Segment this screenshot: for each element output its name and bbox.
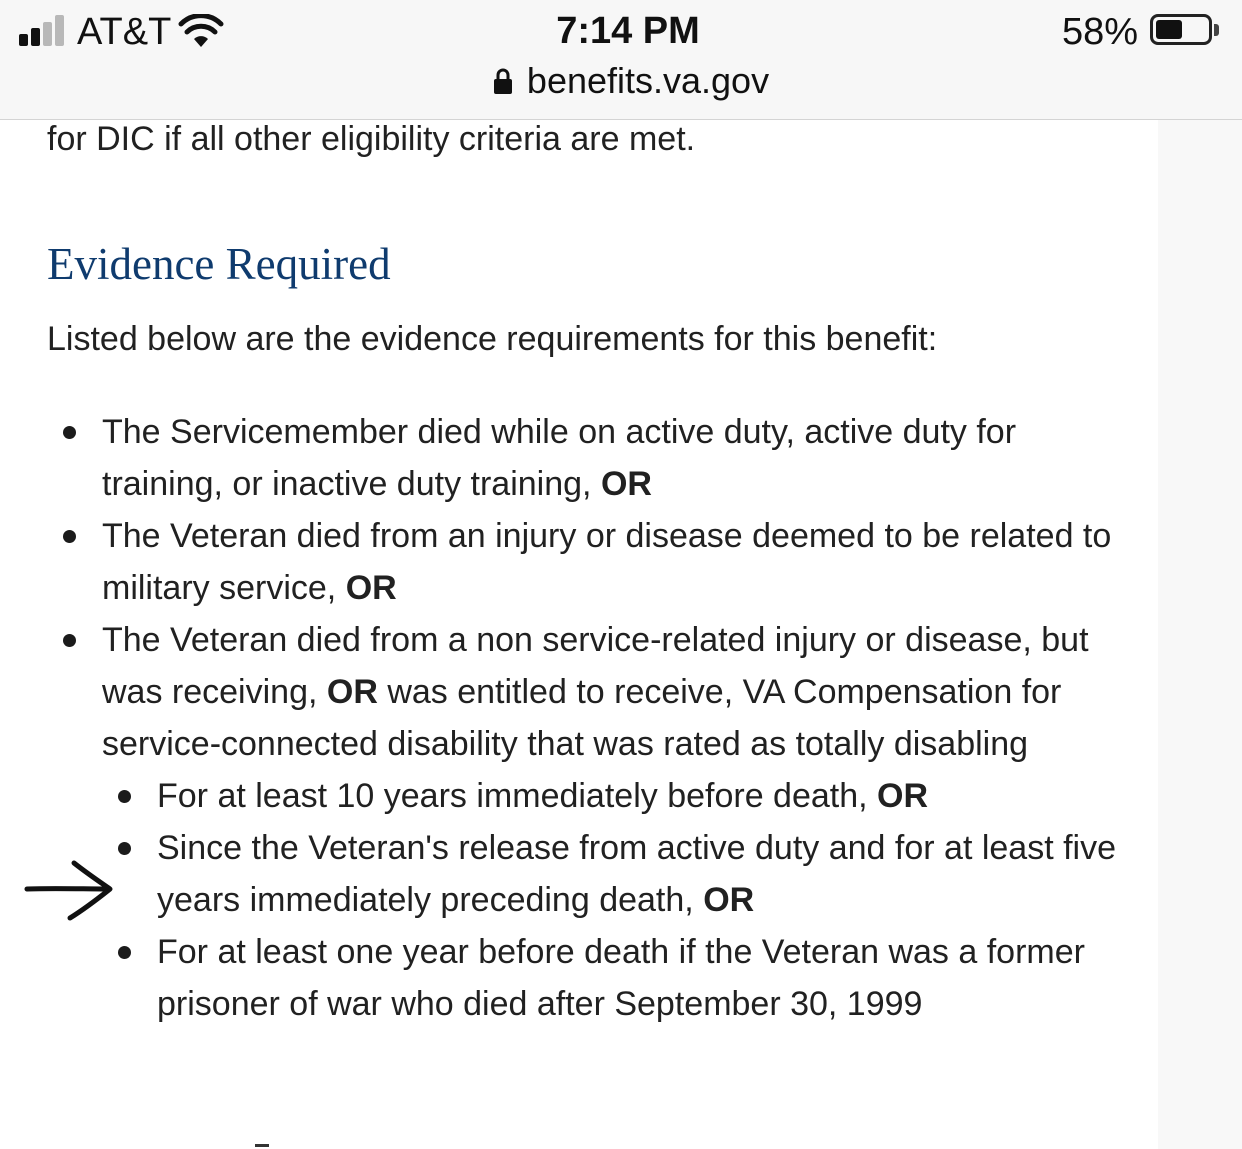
carrier-name: AT&T [77,11,172,53]
bullet-icon [63,530,76,543]
bullet-icon [63,634,76,647]
evidence-item [47,614,1127,1030]
lock-icon [493,67,513,95]
page-content [47,119,1147,1023]
evidence-sub-list [102,770,1127,1030]
battery-percent: 58% [1061,11,1138,53]
battery-level [1156,20,1182,39]
bullet-icon [118,946,131,959]
browser-chrome [0,0,1242,120]
evidence-item-text-continued: was entitled to receive, VA Compensation for service-connected disability that was rated as totally disabling [102,673,1062,763]
evidence-item-text: The Veteran died from a non service-related injury or disease, but was receiving, [102,621,1089,711]
or-label: OR [345,569,397,607]
bullet-icon [118,790,131,803]
sub-list-item [102,822,1127,926]
evidence-item-text: The Veteran died from an injury or disease deemed to be related to military service, [102,517,1112,607]
battery-icon [1150,14,1212,45]
or-label: OR [703,881,755,919]
clock: 7:14 PM [556,10,700,52]
evidence-item [47,406,1127,510]
sub-item-text: Since the Veteran's release from active duty and for at least five years immediately preceding death, [157,829,1117,919]
evidence-item-text: The Servicemember died while on active duty, active duty for training, or inactive duty training, [102,413,1017,503]
evidence-item [47,510,1127,614]
address-bar[interactable] [0,60,1242,104]
intro-paragraph: Listed below are the evidence requirements for this benefit: [47,320,938,358]
lead-paragraph: for DIC if all other eligibility criteria are met. [47,120,696,158]
or-label: OR [877,777,929,815]
battery-nub [1214,24,1219,36]
page-right-gutter [1158,120,1242,1149]
sub-item-text: For at least one year before death if the Veteran was a former prisoner of war who died after September 30, 1999 [157,933,1085,1023]
sub-list-item [102,770,1127,822]
sub-item-text: For at least 10 years immediately before death, [157,777,878,815]
url-text[interactable]: benefits.va.gov [526,60,770,101]
bullet-icon [63,426,76,439]
sub-list-item [102,926,1127,1030]
or-label: OR [600,465,652,503]
cut-off-text-fragment [255,1144,269,1147]
or-label: OR [326,673,378,711]
bullet-icon [118,842,131,855]
section-heading: Evidence Required [47,239,391,289]
evidence-list [47,406,1127,1030]
arrow-right-icon [24,858,116,922]
